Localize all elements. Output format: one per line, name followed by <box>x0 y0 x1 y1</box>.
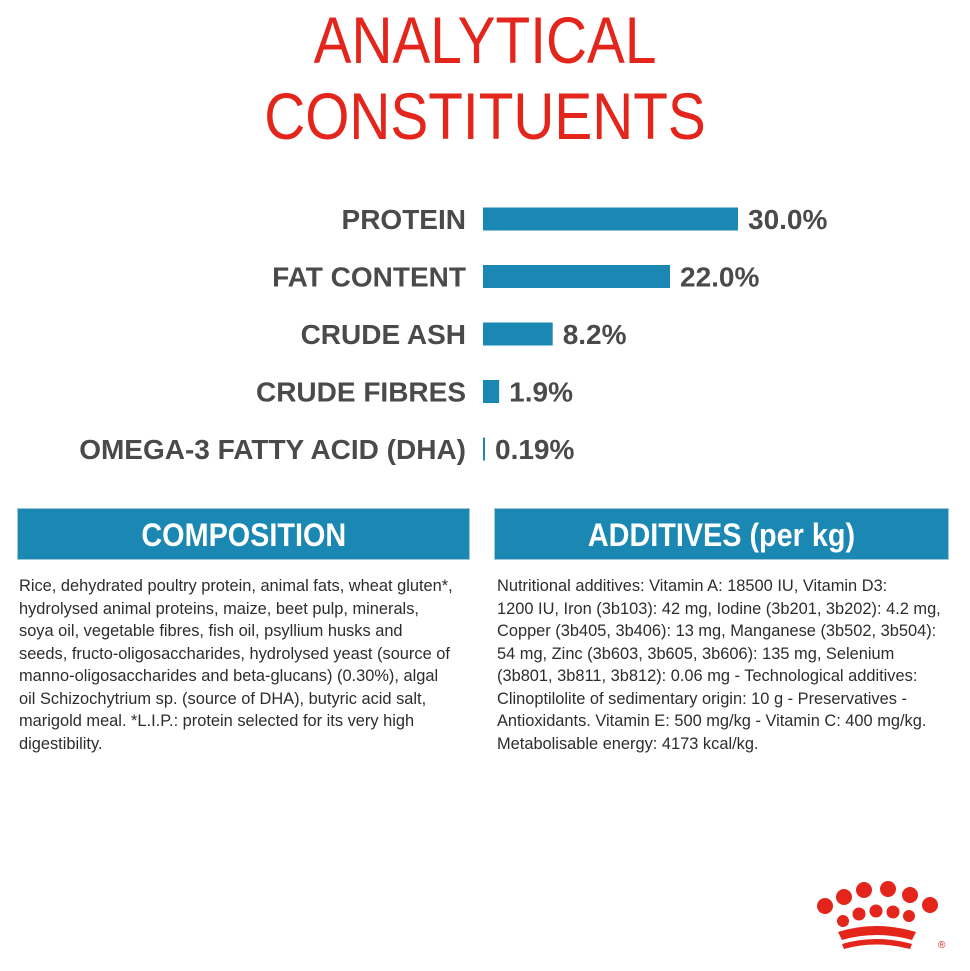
value-label: 1.9% <box>509 376 573 408</box>
additives-line: Clinoptilolite of sedimentary origin: 10 g - Preservatives - <box>497 689 907 708</box>
category-label: FAT CONTENT <box>272 261 466 293</box>
registered-mark: ® <box>938 940 946 951</box>
title-line-2: CONSTITUENTS <box>264 79 706 153</box>
composition-line: marigold meal. *L.I.P.: protein selected for its very high <box>19 712 415 730</box>
composition-line: soya oil, vegetable fibres, fish oil, psyllium husks and <box>19 622 403 640</box>
bar <box>483 380 499 403</box>
composition-text <box>19 575 474 755</box>
additives-line: Copper (3b405, 3b406): 13 mg, Manganese (3b502, 3b504): <box>497 622 937 640</box>
composition-heading <box>18 509 469 559</box>
bar <box>483 265 670 288</box>
value-label: 0.19% <box>495 434 575 465</box>
additives-line: 1200 IU, Iron (3b103): 42 mg, Iodine (3b201, 3b202): 4.2 mg, <box>497 599 941 618</box>
title-line-1: ANALYTICAL <box>313 3 657 77</box>
value-label: 22.0% <box>680 261 760 293</box>
composition-line: seeds, fructo-oligosaccharides, hydrolysed yeast (source of <box>19 644 450 663</box>
crown-icon <box>812 876 948 956</box>
additives-line: Antioxidants. Vitamin E: 500 mg/kg - Vitamin C: 400 mg/kg. <box>497 712 927 730</box>
composition-line: manno-oligosaccharides and beta-glucans) (0.30%), algal <box>19 667 439 685</box>
additives-line: (3b801, 3b811, 3b812): 0.06 mg - Technological additives: <box>497 667 918 685</box>
category-label: CRUDE ASH <box>300 319 466 350</box>
category-label: PROTEIN <box>341 204 466 235</box>
additives-heading <box>495 509 948 559</box>
additives-heading-text: ADDITIVES (per kg) <box>587 517 856 553</box>
bar <box>483 323 553 346</box>
composition-heading-text: COMPOSITION <box>141 517 346 553</box>
additives-line: Nutritional additives: Vitamin A: 18500 IU, Vitamin D3: <box>497 577 888 595</box>
value-label: 30.0% <box>748 204 828 235</box>
category-label: CRUDE FIBRES <box>255 376 466 408</box>
bar <box>483 438 485 461</box>
composition-line: hydrolysed animal proteins, maize, beet pulp, minerals, <box>19 599 419 618</box>
composition-line: Rice, dehydrated poultry protein, animal fats, wheat gluten*, <box>19 577 453 595</box>
composition-line: digestibility. <box>19 734 103 753</box>
bar <box>483 208 738 231</box>
value-label: 8.2% <box>562 319 627 350</box>
additives-text <box>497 575 957 755</box>
composition-line: oil Schizochytrium sp. (source of DHA), butyric acid salt, <box>19 689 427 708</box>
additives-line: 54 mg, Zinc (3b603, 3b605, 3b606): 135 mg, Selenium <box>497 644 895 663</box>
additives-line: Metabolisable energy: 4173 kcal/kg. <box>497 734 759 753</box>
category-label: OMEGA-3 FATTY ACID (DHA) <box>79 434 466 465</box>
